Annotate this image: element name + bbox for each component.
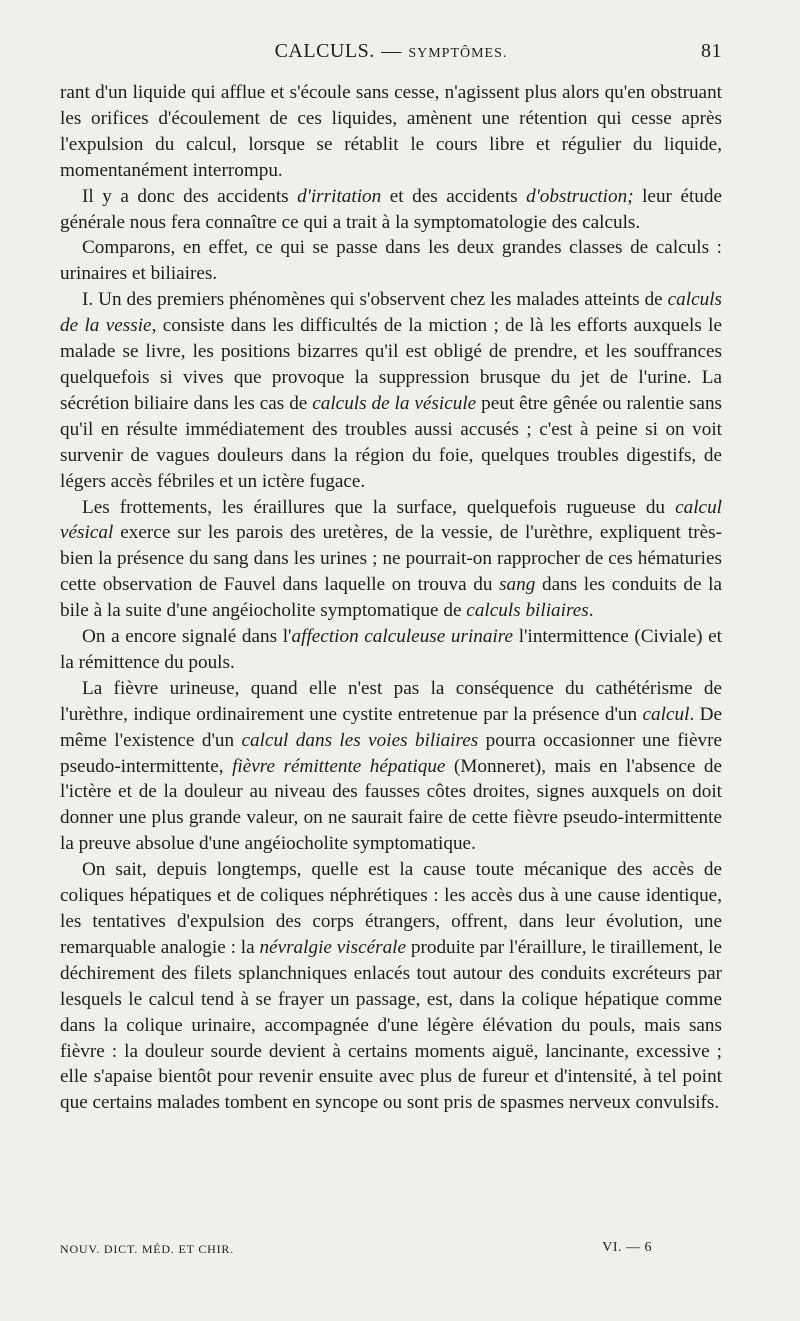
paragraph [60,676,722,857]
italic-text: affection calculeuse urinaire [291,626,514,648]
text-run: produite par l'éraillure, le tiraillement, le déchirement des filets splanchniques enlacés tout autour des conduits excréteurs par lesquels le calcul tend à se frayer un passage, est, dans la colique hépatique comme dans la colique urinaire, accompagnée d'une légère élévation du pouls, mais sans fièvre : la douleur sourde devient à certains moments aiguë, lancinante, excessive ; elle s'apaise bientôt pour revenir ensuite avec plus de fureur et d'intensité, à tel point que certains malades tombent en syncope ou sont pris de spasmes nerveux convulsifs. [60,936,722,1114]
signature-right: VI. — 6 [602,1240,652,1255]
text-run: (Monneret), mais en l'absence de l'ictère et de la douleur au niveau des fausses côtes droites, signes auxquels on doit donner une plus grande valeur, on ne saurait faire de cette fièvre pseudo-intermittente la preuve absolue d'une angéiocholite symptomatique. [60,755,722,855]
header-subtitle: SYMPTÔMES. [408,46,508,61]
italic-text: calculs de la vessie [60,289,722,337]
page-number: 81 [701,40,722,62]
text-run: l'intermittence (Civiale) et la rémittence du pouls. [60,626,723,673]
paragraph [60,495,722,625]
printer-signature [60,1242,722,1257]
text-run: On sait, depuis longtemps, quelle est la cause toute mécanique des accès de coliques hépatiques et de coliques néphrétiques : les accès dus à une cause identique, les tentatives d'expulsion des corps étrangers, offrent, dans leur évolution, une remarquable analogie : la [60,859,722,958]
text-run: , consiste dans les difficultés de la miction ; de là les efforts auxquels le malade se livre, les positions bizarres qu'il est obligé de prendre, et les souffrances quelquefois si vives que provoque la suppression brusque du jet de l'urine. La sécrétion biliaire dans les cas de [60,315,722,414]
italic-text: fièvre rémittente hépatique [232,755,446,777]
text-run: dans les conduits de la bile à la suite d'une angéiocholite symptomatique de [60,574,722,622]
italic-text: calculs biliaires [466,600,589,622]
text-run: On a encore signalé dans l' [82,626,292,648]
text-run: Il y a donc des accidents [82,185,298,207]
text-run: et des accidents [381,185,527,207]
text-run: pourra occasionner une fièvre pseudo-intermittente, [60,729,722,777]
text-run: peut être gênée ou ralentie sans qu'il en résulte immédiatement des troubles aussi accusés ; c'est à peine si on voit survenir de vagues douleurs dans la région du foie, quelques troubles digestifs, de légers accès fébriles et un ictère fugace. [60,392,723,492]
text-run: Les frottements, les éraillures que la surface, quelquefois rugueuse du [82,496,676,518]
paragraph [60,287,722,494]
italic-text: calcul vésical [60,496,722,544]
text-run: La fièvre urineuse, quand elle n'est pas la conséquence du cathétérisme de l'urèthre, indique ordinairement une cystite entretenue par la présence d'un [60,677,722,725]
paragraph [60,80,722,184]
italic-text: d'irritation [297,185,382,207]
italic-text: calcul [642,703,690,725]
italic-text: sang [499,574,536,596]
header-title: CALCULS. [274,40,375,62]
text-run: Comparons, en effet, ce qui se passe dans les deux grandes classes de calculs : urinaires et biliaires. [60,237,722,285]
italic-text: d'obstruction; [526,185,634,207]
text-run: exerce sur les parois des uretères, de la vessie, de l'urèthre, expliquent très-bien la présence du sang dans les urines ; ne pourrait-on rapprocher de ces hématuries cette observation de Fauvel dans laquelle on trouva du [60,522,722,596]
italic-text: calculs de la vésicule [312,392,477,414]
text-run: rant d'un liquide qui afflue et s'écoule sans cesse, n'agissent plus alors qu'en obstruant les orifices d'écoulement de ces liquides, amènent une rétention qui cesse après l'expulsion du calcul, lorsque se rétablit le cours libre et régulier du liquide, momentanément interrompu. [60,82,722,181]
paragraph [60,857,722,1116]
running-header [60,40,722,80]
italic-text: névralgie viscérale [259,936,407,958]
book-page [60,40,723,1256]
paragraph [60,624,722,676]
body-text [60,80,722,1116]
text-run: . [588,600,594,622]
paragraph [60,235,722,287]
text-run: I. Un des premiers phénomènes qui s'observent chez les malades atteints de [82,289,668,311]
paragraph [60,184,722,236]
italic-text: calcul dans les voies biliaires [241,729,479,751]
header-dash: — [381,40,402,62]
text-run: . De même l'existence d'un [60,703,722,751]
text-run: leur étude générale nous fera connaître ce qui a trait à la symptomatologie des calculs. [60,185,722,233]
signature-left: NOUV. DICT. MÉD. ET CHIR. [60,1242,235,1256]
